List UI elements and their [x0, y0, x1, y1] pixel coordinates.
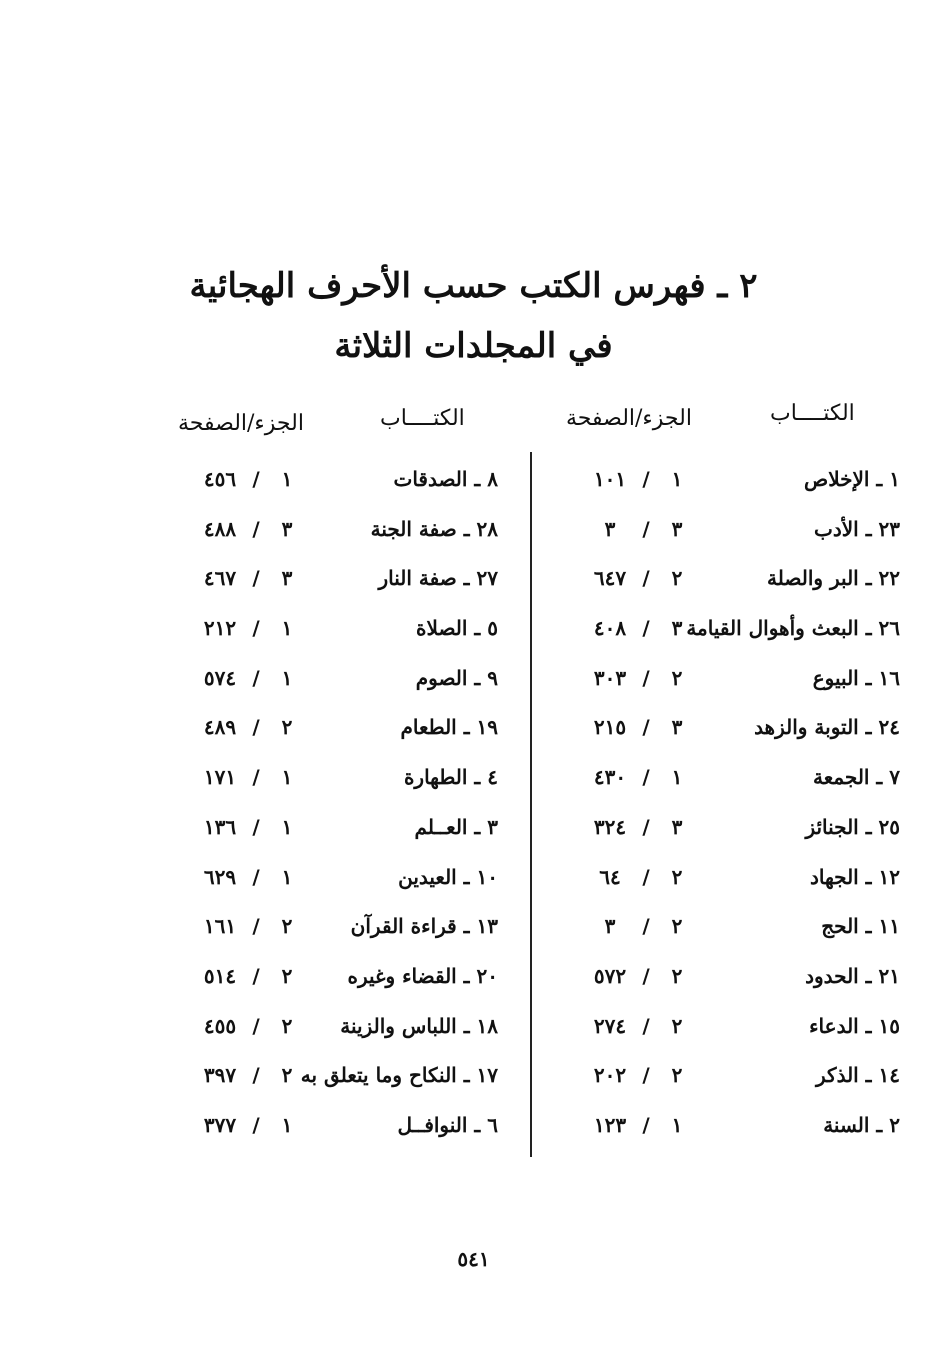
book-title: ٢٧ ـ صفة النار [378, 566, 498, 591]
index-row [170, 1008, 500, 1058]
page-reference: ١٣٦ [203, 814, 237, 839]
volume-number: ٢ [671, 1063, 683, 1088]
volume-number: ٢ [671, 864, 683, 889]
book-title: ٢٢ ـ البر والصلة [767, 566, 900, 591]
index-row [170, 809, 500, 859]
index-row [170, 660, 500, 710]
volume-page-separator: / [642, 765, 650, 790]
volume-number: ١ [281, 1112, 293, 1137]
volume-number: ١ [671, 1112, 683, 1137]
volume-page-separator: / [252, 914, 260, 939]
volume-page-separator: / [642, 814, 650, 839]
volume-number: ١ [671, 467, 683, 491]
book-title: ١٢ ـ الجهاد [809, 864, 900, 889]
index-row [170, 461, 500, 511]
book-title: ٣ ـ العــلم [414, 814, 498, 839]
book-title: ٢ ـ السنة [823, 1112, 900, 1137]
index-row [560, 709, 900, 759]
book-title: ٢٠ ـ القضاء وغيره [347, 963, 498, 988]
book-title: ٧ ـ الجمعة [812, 765, 900, 790]
book-title: ١٠ ـ العيدين [398, 864, 498, 889]
volume-page-separator: / [642, 616, 650, 641]
book-title: ١٤ ـ الذكر [816, 1063, 900, 1088]
volume-page-separator: / [642, 1013, 650, 1038]
volume-page-separator: / [252, 1013, 260, 1038]
volume-page-separator: / [252, 1112, 260, 1137]
page-reference: ٥٧٢ [593, 963, 627, 988]
index-row [560, 610, 900, 660]
page-reference: ٣٩٧ [203, 1063, 237, 1088]
page-reference: ٢١٢ [203, 616, 237, 641]
volume-number: ٢ [671, 665, 683, 690]
volume-page-separator: / [642, 1063, 650, 1088]
right-index-column [560, 461, 900, 1157]
volume-number: ١ [281, 765, 293, 790]
volume-page-separator: / [642, 715, 650, 740]
right-volume-page-header: الجزء/الصفحة [566, 406, 692, 431]
volume-number: ٣ [281, 566, 293, 591]
page-reference: ١٢٣ [593, 1112, 627, 1137]
index-row [170, 560, 500, 610]
page-reference: ٦٤٧ [593, 566, 627, 591]
right-book-header: الكتــــاب [770, 401, 855, 426]
volume-page-separator: / [642, 665, 650, 690]
volume-number: ١ [671, 765, 683, 790]
book-title: ١ ـ الإخلاص [804, 467, 900, 491]
page-reference: ٣ [604, 516, 616, 541]
index-row [560, 560, 900, 610]
index-row [560, 1107, 900, 1157]
index-row [170, 1057, 500, 1107]
book-title: ٥ ـ الصلاة [416, 616, 498, 641]
book-title: ٢٦ ـ البعث وأهوال القيامة [686, 616, 900, 641]
column-divider [530, 452, 532, 1157]
index-row [170, 958, 500, 1008]
index-row [560, 958, 900, 1008]
volume-number: ٢ [281, 1063, 293, 1088]
volume-number: ٣ [671, 715, 683, 740]
book-title: ٤ ـ الطهارة [403, 765, 498, 790]
book-title: ١٨ ـ اللباس والزينة [340, 1013, 498, 1038]
left-book-header: الكتــــاب [380, 406, 465, 431]
volume-page-separator: / [252, 963, 260, 988]
volume-number: ٢ [281, 914, 293, 939]
volume-page-separator: / [642, 1112, 650, 1137]
index-row [560, 908, 900, 958]
page-reference: ٤٠٨ [593, 616, 627, 641]
volume-page-separator: / [252, 715, 260, 740]
volume-number: ٢ [671, 914, 683, 939]
page-reference: ٢١٥ [593, 715, 627, 740]
volume-page-separator: / [252, 566, 260, 591]
book-title: ٢١ ـ الحدود [805, 963, 900, 988]
page-reference: ٤٨٩ [203, 715, 237, 740]
book-title: ٩ ـ الصوم [415, 665, 498, 690]
volume-page-separator: / [252, 1063, 260, 1088]
page-number: ٥٤١ [457, 1247, 490, 1271]
volume-number: ١ [281, 814, 293, 839]
volume-page-separator: / [252, 467, 260, 491]
volume-number: ١ [281, 665, 293, 690]
page-reference: ٣٢٤ [593, 814, 627, 839]
book-title: ٦ ـ النوافــل [397, 1112, 498, 1137]
book-title: ٢٤ ـ التوبة والزهد [754, 715, 900, 740]
volume-number: ٢ [671, 1013, 683, 1038]
volume-number: ١ [281, 864, 293, 889]
page-reference: ٤٨٨ [203, 516, 237, 541]
volume-number: ٢ [281, 963, 293, 988]
volume-page-separator: / [642, 566, 650, 591]
index-row [170, 859, 500, 909]
index-row [560, 859, 900, 909]
book-title: ٢٥ ـ الجنائز [805, 814, 900, 839]
index-row [170, 1107, 500, 1157]
index-row [560, 511, 900, 561]
page-reference: ١٠١ [593, 467, 627, 491]
volume-number: ١ [281, 467, 293, 491]
volume-page-separator: / [252, 665, 260, 690]
book-title: ٨ ـ الصدقات [393, 467, 498, 491]
index-row [560, 809, 900, 859]
volume-page-separator: / [252, 616, 260, 641]
page-reference: ٥١٤ [203, 963, 237, 988]
page-subtitle: في المجلدات الثلاثة [334, 326, 613, 366]
index-row [170, 759, 500, 809]
volume-page-separator: / [252, 765, 260, 790]
page-title: ٢ ـ فهرس الكتب حسب الأحرف الهجائية [189, 266, 758, 306]
page-reference: ١٧١ [203, 765, 237, 790]
book-title: ١١ ـ الحج [821, 914, 900, 939]
left-index-column [170, 461, 500, 1157]
left-volume-page-header: الجزء/الصفحة [178, 411, 304, 436]
book-title: ١٣ ـ قراءة القرآن [350, 914, 498, 939]
page-reference: ٣ [604, 914, 616, 939]
book-title: ١٩ ـ الطعام [400, 715, 498, 740]
index-row [560, 1057, 900, 1107]
volume-page-separator: / [642, 516, 650, 541]
book-title: ١٥ ـ الدعاء [809, 1013, 900, 1038]
volume-page-separator: / [642, 914, 650, 939]
page-reference: ٢٠٢ [593, 1063, 627, 1088]
page-reference: ٦٤ [599, 864, 621, 889]
book-title: ٢٨ ـ صفة الجنة [370, 516, 498, 541]
page-reference: ١٦١ [203, 914, 237, 939]
index-row [170, 908, 500, 958]
page-reference: ٤٣٠ [593, 765, 627, 790]
book-title: ٢٣ ـ الأدب [814, 516, 900, 541]
volume-page-separator: / [642, 864, 650, 889]
page-reference: ٤٥٦ [203, 467, 237, 491]
volume-number: ٣ [671, 516, 683, 541]
index-row [560, 461, 900, 511]
index-row [560, 1008, 900, 1058]
volume-page-separator: / [252, 864, 260, 889]
page-reference: ٣٠٣ [593, 665, 627, 690]
volume-number: ٢ [671, 963, 683, 988]
volume-number: ٢ [281, 1013, 293, 1038]
index-row [170, 709, 500, 759]
volume-number: ١ [281, 616, 293, 641]
page-reference: ٤٥٥ [203, 1013, 237, 1038]
page-reference: ٤٦٧ [203, 566, 237, 591]
volume-page-separator: / [642, 963, 650, 988]
volume-number: ٢ [671, 566, 683, 591]
volume-page-separator: / [252, 516, 260, 541]
page-reference: ٦٢٩ [203, 864, 237, 889]
index-row [560, 660, 900, 710]
book-title: ١٦ ـ البيوع [812, 665, 900, 690]
volume-number: ٢ [281, 715, 293, 740]
index-row [170, 610, 500, 660]
book-title: ١٧ ـ النكاح وما يتعلق به [300, 1063, 498, 1088]
volume-page-separator: / [642, 467, 650, 491]
index-row [560, 759, 900, 809]
volume-number: ٣ [671, 616, 683, 641]
volume-page-separator: / [252, 814, 260, 839]
page-reference: ٢٧٤ [593, 1013, 627, 1038]
volume-number: ٣ [671, 814, 683, 839]
page-reference: ٣٧٧ [203, 1112, 237, 1137]
page-reference: ٥٧٤ [203, 665, 237, 690]
index-row [170, 511, 500, 561]
volume-number: ٣ [281, 516, 293, 541]
